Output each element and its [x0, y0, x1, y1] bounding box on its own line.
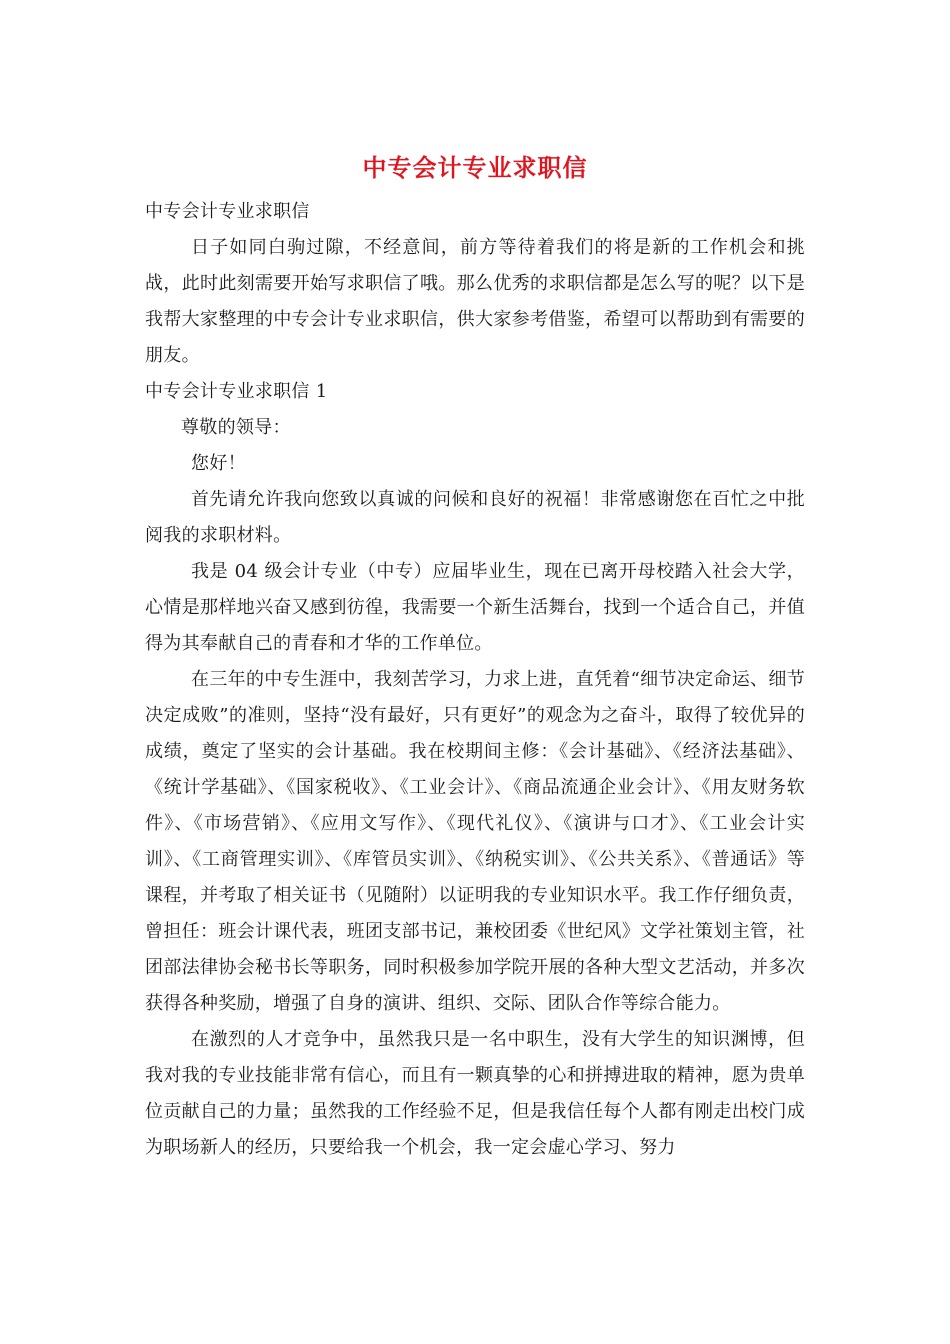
- document-title: 中专会计专业求职信: [362, 153, 588, 182]
- body-paragraph: 我是 04 级会计专业（中专）应届毕业生，现在已离开母校踏入社会大学，心情是那样地兴奋又感到彷徨，我需要一个新生活舞台，找到一个适合自己，并值得为其奉献自己的青春和才华的工作单位。: [145, 561, 805, 654]
- document-subtitle: 中专会计专业求职信: [145, 201, 310, 222]
- intro-paragraph: 日子如同白驹过隙，不经意间，前方等待着我们的将是新的工作机会和挑战，此时此刻需要开始写求职信了哦。那么优秀的求职信都是怎么写的呢？以下是我帮大家整理的中专会计专业求职信，供大家参考借鉴，希望可以帮助到有需要的朋友。: [145, 237, 805, 366]
- body-paragraph: 首先请允许我向您致以真诚的问候和良好的祝福！非常感谢您在百忙之中批阅我的求职材料。: [145, 489, 805, 546]
- salutation: 尊敬的领导：: [181, 417, 291, 438]
- body-paragraph: 在三年的中专生涯中，我刻苦学习，力求上进，直凭着“细节决定命运、细节决定成败”的准则，坚持“没有最好，只有更好”的观念为之奋斗，取得了较优异的成绩，奠定了坚实的会计基础。我在校期间主修：《会计基础》、《经济法基础》、《统计学基础》、《国家税收》、《工业会计》、《商品流通企业会计》、《用友财务软件》、《市场营销》、《应用文写作》、《现代礼仪》、《演讲与口才》、《工业会计实训》、《工商管理实训》、《库管员实训》、《纳税实训》、《公共关系》、《普通话》等课程，并考取了相关证书（见随附）以证明我的专业知识水平。我工作仔细负责，曾担任：班会计课代表，班团支部书记，兼校团委《世纪风》文学社策划主管，社团部法律协会秘书长等职务，同时积极参加学院开展的各种大型文艺活动，并多次获得各种奖励，增强了自身的演讲、组织、交际、团队合作等综合能力。: [145, 669, 805, 1014]
- document-body: [145, 194, 805, 1166]
- section-heading: 中专会计专业求职信 1: [145, 381, 328, 402]
- body-paragraph: 在激烈的人才竞争中，虽然我只是一名中职生，没有大学生的知识渊博，但我对我的专业技能非常有信心，而且有一颗真挚的心和拼搏进取的精神，愿为贵单位贡献自己的力量；虽然我的工作经验不足，但是我信任每个人都有刚走出校门成为职场新人的经历，只要给我一个机会，我一定会虚心学习、努力: [145, 1029, 805, 1158]
- greeting: 您好！: [191, 453, 246, 474]
